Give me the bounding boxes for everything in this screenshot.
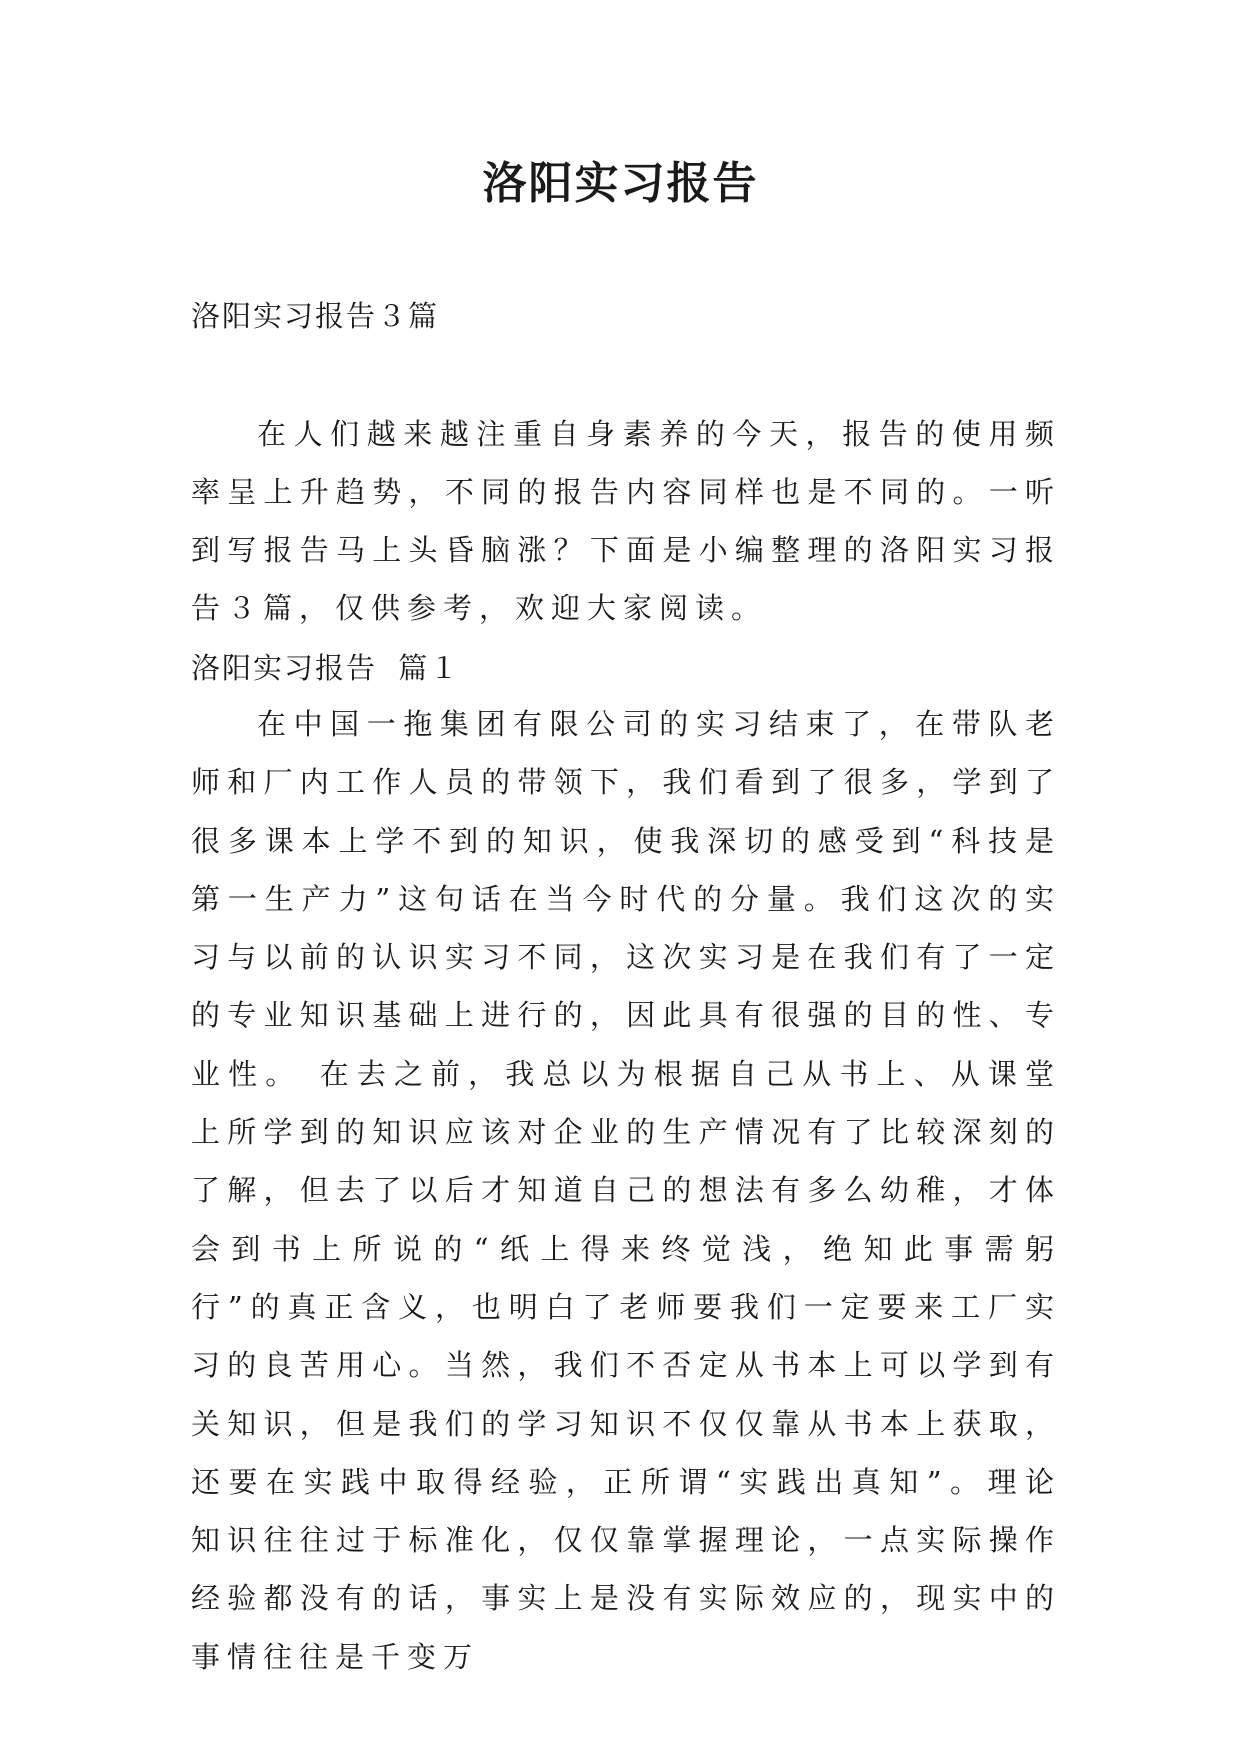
section-heading: 洛阳实习报告 篇１ bbox=[191, 651, 461, 685]
document-title: 洛阳实习报告 bbox=[482, 158, 759, 209]
body-paragraph: 在中国一拖集团有限公司的实习结束了，在带队老师和厂内工作人员的带领下，我们看到了很多，学到了很多课本上学不到的知识，使我深切的感受到“科技是第一生产力”这句话在当今时代的分量。我们这次的实习与以前的认识实习不同，这次实习是在我们有了一定的专业知识基础上进行的，因此具有很强的目的性、专业性。 在去之前，我总以为根据自己从书上、从课堂上所学到的知识应该对企业的生产情况有了比较深刻的了解，但去了以后才知道自己的想法有多么幼稚，才体会到书上所说的“纸上得来终觉浅，绝知此事需躬行”的真正含义，也明白了老师要我们一定要来工厂实习的良苦用心。当然，我们不否定从书本上可以学到有关知识，但是我们的学习知识不仅仅靠从书本上获取，还要在实践中取得经验，正所谓“实践出真知”。理论知识往往过于标准化，仅仅靠掌握理论，一点实际操作经验都没有的话，事实上是没有实际效应的，现实中的事情往往是千变万 bbox=[191, 707, 1061, 1674]
document-subtitle: 洛阳实习报告３篇 bbox=[191, 299, 440, 333]
intro-paragraph: 在人们越来越注重自身素养的今天，报告的使用频率呈上升趋势，不同的报告内容同样也是不同的。一听到写报告马上头昏脑涨？下面是小编整理的洛阳实习报告３篇，仅供参考，欢迎大家阅读。 bbox=[191, 417, 1061, 625]
